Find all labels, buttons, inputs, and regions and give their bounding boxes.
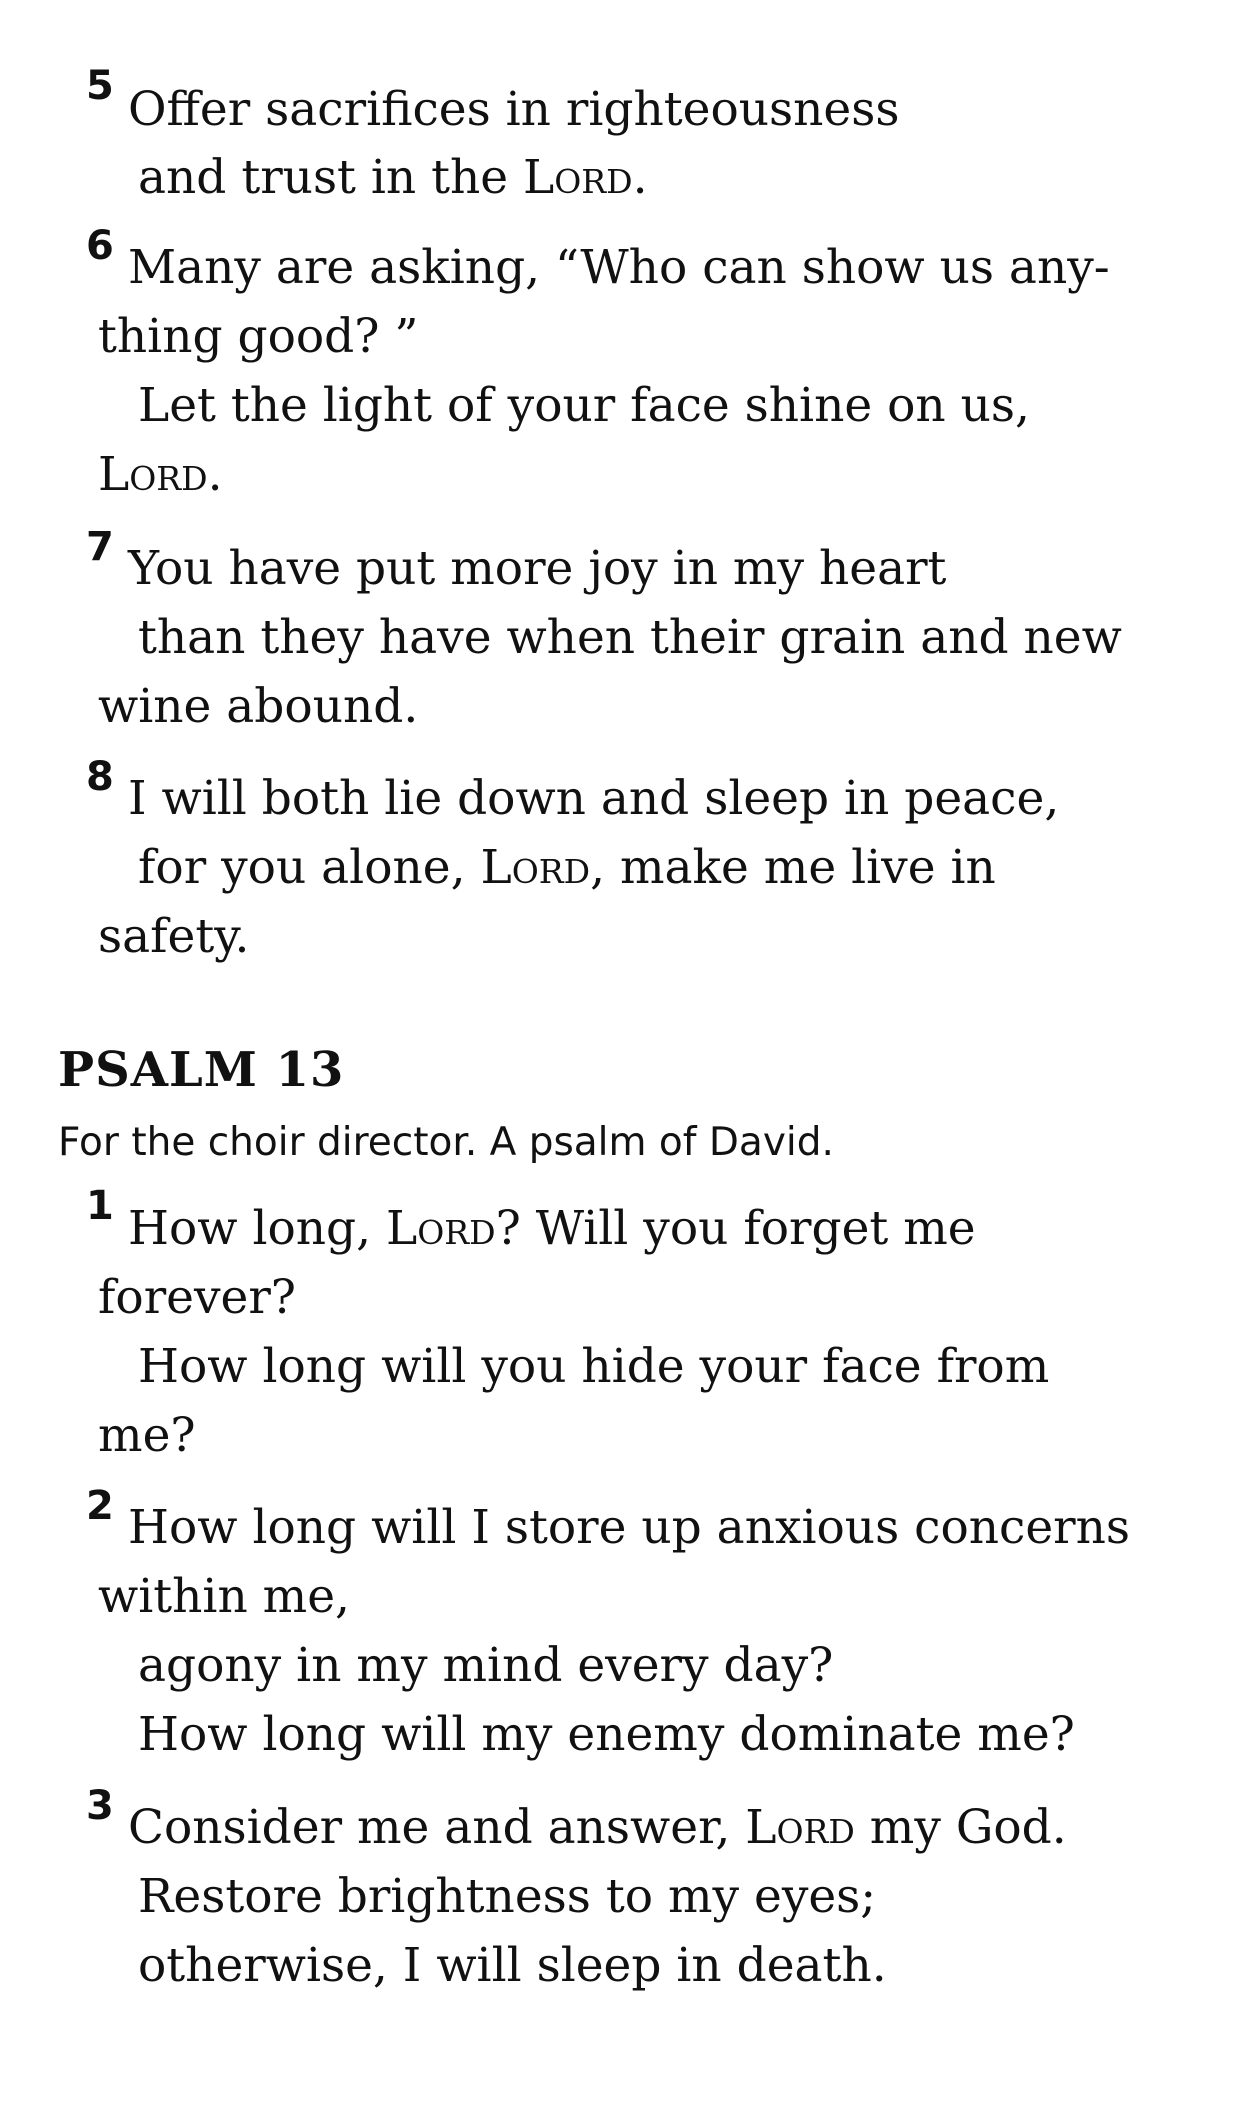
verse-line: thing good? ”: [98, 309, 419, 364]
verse-text: my God.: [854, 1800, 1067, 1855]
divine-name: Lord: [480, 840, 591, 895]
verse-text: .: [207, 447, 223, 502]
divine-name: Lord: [98, 447, 208, 502]
verse-number: 3: [86, 1783, 114, 1829]
verse-line: Many are asking, “Who can show us any-: [128, 240, 1110, 295]
verse-number: 6: [86, 223, 114, 269]
verse-line: Let the light of your face shine on us,: [138, 378, 1030, 433]
verse-line: wine abound.: [98, 679, 419, 734]
verse-text: and trust in the: [138, 150, 524, 205]
verse-line: How long will you hide your face from: [138, 1339, 1050, 1394]
verse-line: [138, 838, 996, 898]
psalm-heading: PSALM 13: [58, 1042, 345, 1098]
verse-line: How long will my enemy dominate me?: [138, 1707, 1075, 1762]
verse-line: You have put more joy in my heart: [128, 541, 947, 596]
divine-name: Lord: [523, 150, 633, 205]
verse-text: for you alone,: [138, 840, 481, 895]
psalm-superscription: For the choir director. A psalm of David.: [58, 1120, 834, 1165]
verse-line: How long will I store up anxious concerns: [128, 1500, 1131, 1555]
verse-line: than they have when their grain and new: [138, 610, 1122, 665]
verse-line: Restore brightness to my eyes;: [138, 1869, 877, 1924]
verse-line: safety.: [98, 909, 250, 964]
divine-name: Lord: [745, 1800, 855, 1855]
verse-line: [128, 1199, 976, 1259]
verse-line: forever?: [98, 1270, 297, 1325]
verse-line: Offer sacrifices in righteousness: [128, 82, 900, 137]
verse-text: How long,: [128, 1201, 387, 1256]
verse-text: .: [632, 150, 648, 205]
verse-line: [128, 1798, 1067, 1858]
verse-number: 7: [86, 524, 114, 570]
verse-text: ? Will you forget me: [495, 1201, 976, 1256]
verse-line: [98, 445, 223, 505]
verse-line: otherwise, I will sleep in death.: [138, 1938, 887, 1993]
verse-number: 1: [86, 1183, 114, 1229]
verse-text: Consider me and answer,: [128, 1800, 746, 1855]
verse-text: , make me live in: [590, 840, 996, 895]
divine-name: Lord: [386, 1201, 496, 1256]
verse-line: me?: [98, 1408, 196, 1463]
verse-line: [138, 148, 648, 208]
verse-number: 5: [86, 63, 114, 109]
verse-number: 2: [86, 1483, 114, 1529]
verse-line: within me,: [98, 1569, 350, 1624]
verse-line: agony in my mind every day?: [138, 1638, 834, 1693]
verse-line: I will both lie down and sleep in peace,: [128, 771, 1060, 826]
verse-number: 8: [86, 754, 114, 800]
